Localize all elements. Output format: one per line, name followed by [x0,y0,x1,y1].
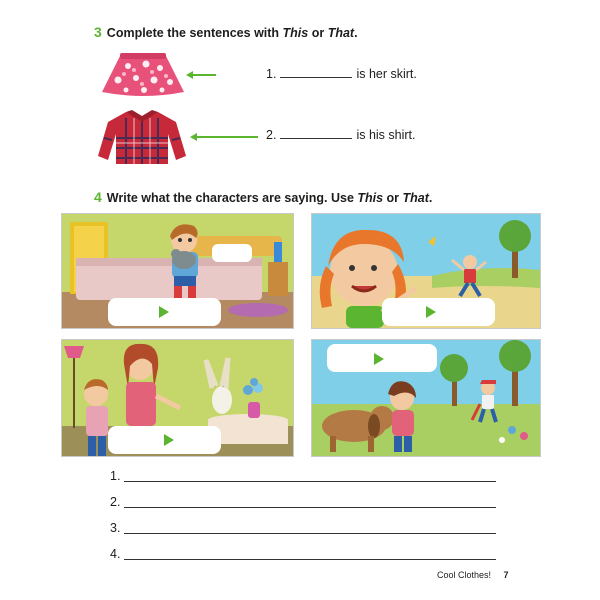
panel-table-rabbit [61,339,294,457]
exercise-3-number: 3 [94,24,102,40]
answer-line-3[interactable] [124,533,496,534]
shirt-image [96,108,188,166]
bubble-marker-3: 3 [426,306,436,318]
sentence-2: 2. is his shirt. [266,128,416,142]
panel-park-dog [311,339,541,457]
panel-park-girl [311,213,541,329]
exercise-4-heading: 4 Write what the characters are saying. Use This or That. [94,189,433,205]
answer-line-4[interactable] [124,559,496,560]
page-number: 7 [503,570,509,580]
speech-bubble-3[interactable] [382,298,495,326]
answer-line-1[interactable] [124,481,496,482]
arrow-line [192,74,216,76]
exercise-3-heading: 3 Complete the sentences with This or That. [94,24,358,40]
blank-1[interactable] [280,66,352,78]
speech-bubble-1[interactable] [108,298,221,326]
panel-bedroom [61,213,294,329]
blank-2[interactable] [280,127,352,139]
skirt-image [98,50,188,98]
bubble-marker-1: 1 [159,306,169,318]
bubble-marker-2: 2 [164,434,174,446]
answer-line-2[interactable] [124,507,496,508]
answer-number-2: 2. [110,495,121,509]
answer-number-3: 3. [110,521,121,535]
footer-title: Cool Clothes! [437,570,492,580]
footer [437,570,509,580]
answer-number-1: 1. [110,469,121,483]
bubble-marker-4: 4 [374,353,384,365]
sentence-1: 1. is her skirt. [266,67,417,81]
speech-bubble-2[interactable] [108,426,221,454]
speech-bubble-4[interactable] [327,344,437,372]
answer-number-4: 4. [110,547,121,561]
arrow-line [196,136,258,138]
exercise-4-number: 4 [94,189,102,205]
